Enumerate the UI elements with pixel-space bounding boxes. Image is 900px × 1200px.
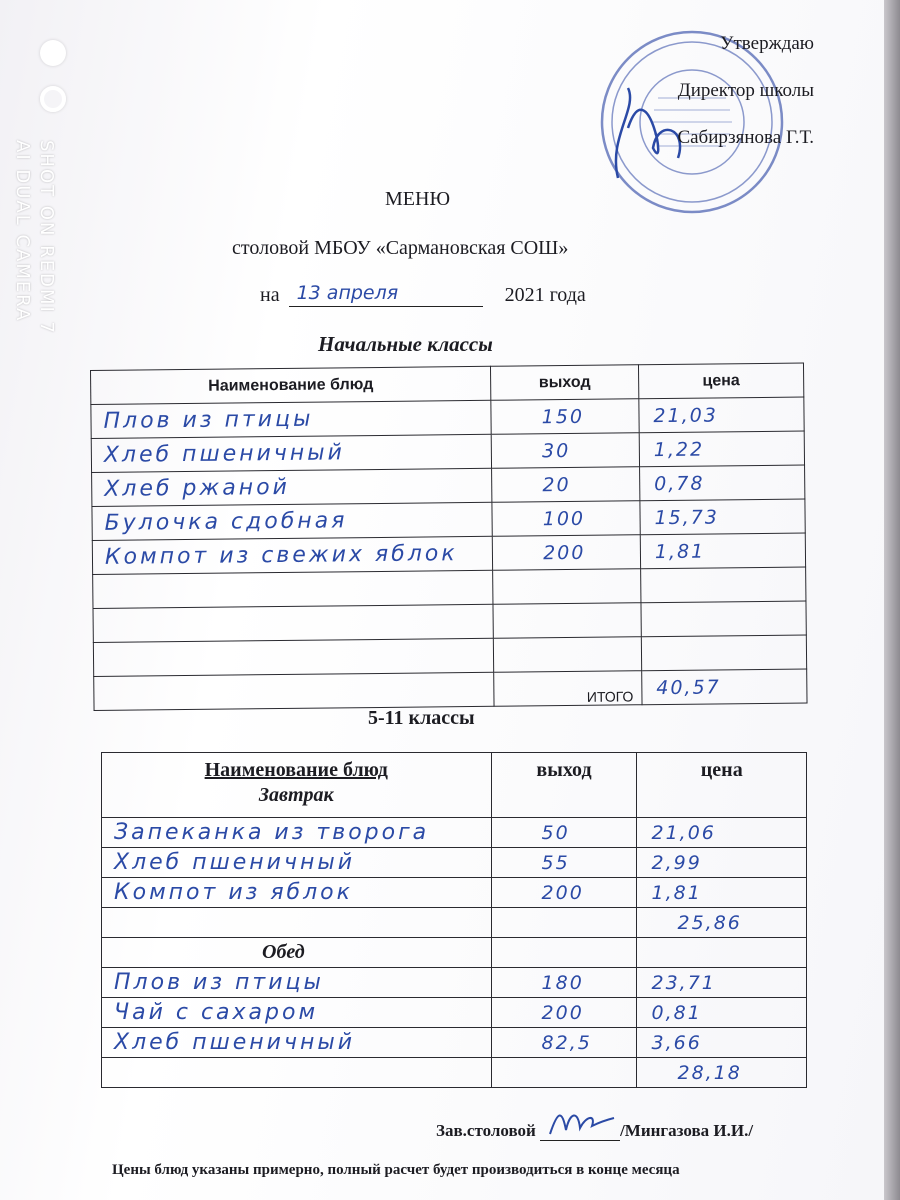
table-subtotal-row [102,908,807,938]
dish-price: 1,22 [639,431,804,467]
total-value: 40,57 [642,669,807,705]
dish-price: 21,06 [637,818,807,848]
table-row [102,818,807,848]
table-row [102,1028,807,1058]
dish-weight: 200 [491,998,637,1028]
footer-note: Цены блюд указаны примерно, полный расчет будет производиться в конце месяца [112,1162,680,1178]
approval-line-3: Сабирзянова Г.Т. [677,127,814,148]
date-suffix: 2021 года [504,284,586,306]
section-title-secondary: 5-11 классы [368,707,475,729]
dish-name: Плов из птицы [91,400,492,438]
column-header-weight: выход [491,365,639,401]
primary-menu-table [90,363,808,711]
dish-price: 15,73 [640,499,805,535]
column-header-name: Наименование блюд [91,366,492,404]
table-row [102,878,807,908]
dish-weight: 200 [492,535,640,571]
lunch-total: 28,18 [637,1058,807,1088]
dish-name: Булочка сдобная [92,502,493,540]
total-label: ИТОГО [494,671,642,707]
table-section-row [102,938,807,968]
table-subtotal-row [102,1058,807,1088]
dish-price: 3,66 [637,1028,807,1058]
camera-watermark-dots [40,40,66,132]
table-row [102,848,807,878]
signature-icon [544,1106,624,1140]
ring-icon [40,86,66,112]
approval-block [677,30,814,171]
dish-name: Чай с сахаром [102,998,492,1028]
dish-weight: 20 [492,467,640,503]
watermark-line-1: SHOT ON REDMI 7 [36,140,57,335]
dish-price: 21,03 [639,397,804,433]
table-header-row [102,753,807,818]
approval-line-2: Директор школы [677,80,814,101]
table-total-row [94,669,807,710]
date-handwritten: 13 апреля [296,282,399,304]
menu-title: МЕНЮ [385,188,450,210]
column-header-price: цена [638,363,803,399]
column-header-name [102,753,492,818]
menu-subtitle: столовой МБОУ «Сармановская СОШ» [232,237,569,259]
dish-price: 2,99 [637,848,807,878]
breakfast-label: Завтрак [258,784,334,806]
dot-icon [40,40,66,66]
dish-price: 1,81 [640,533,805,569]
camera-watermark-text [10,140,58,335]
dish-name: Запеканка из творога [102,818,492,848]
column-header-price: цена [637,753,807,818]
dish-name: Хлеб пшеничный [102,1028,492,1058]
secondary-menu-table [101,752,807,1088]
dish-weight: 180 [491,968,637,998]
table-row [102,998,807,1028]
manager-signature-line [436,1121,753,1141]
dish-price: 1,81 [637,878,807,908]
dish-price: 0,81 [637,998,807,1028]
dish-weight: 150 [491,399,639,435]
menu-date [260,284,586,307]
dish-weight: 200 [491,878,637,908]
breakfast-total: 25,86 [637,908,807,938]
dish-weight: 30 [491,433,639,469]
dish-name: Компот из яблок [102,878,492,908]
lunch-label: Обед [102,938,492,968]
dish-name: Хлеб пшеничный [91,434,492,472]
column-header-weight: выход [491,753,637,818]
dish-weight: 55 [491,848,637,878]
dish-weight: 50 [491,818,637,848]
approval-line-1: Утверждаю [720,33,814,54]
dish-name: Хлеб пшеничный [102,848,492,878]
date-prefix: на [260,284,280,306]
date-line [289,282,483,307]
sign-prefix: Зав.столовой [436,1121,536,1140]
page-edge [884,0,900,1200]
watermark-line-2: AI DUAL CAMERA [12,140,33,323]
dish-name: Хлеб ржаной [92,468,493,506]
signature-line [540,1122,620,1141]
column-header-name-text: Наименование блюд [204,759,388,781]
dish-name: Плов из птицы [102,968,492,998]
sign-name: /Мингазова И.И./ [620,1121,754,1140]
dish-price: 0,78 [639,465,804,501]
dish-weight: 100 [492,501,640,537]
dish-name: Компот из свежих яблок [92,536,493,574]
section-title-primary: Начальные классы [318,332,493,356]
dish-weight: 82,5 [491,1028,637,1058]
table-row [102,968,807,998]
dish-price: 23,71 [637,968,807,998]
